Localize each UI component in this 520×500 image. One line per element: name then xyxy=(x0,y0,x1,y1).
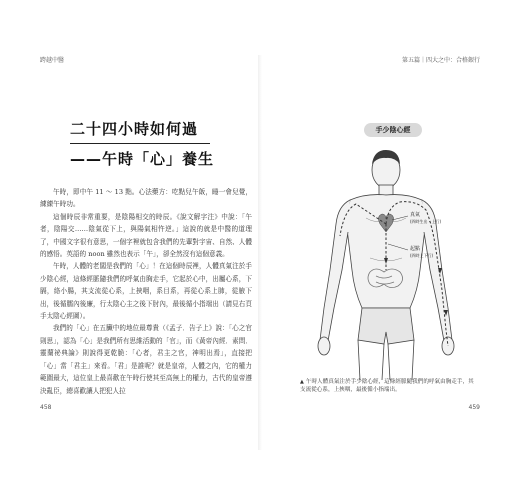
running-head-left: 跨越中醫 xyxy=(40,57,65,64)
annotation-top: 真氣 xyxy=(410,212,421,218)
meridian-figure xyxy=(296,140,476,380)
paragraph: 這個時辰非常重要，是陰陽相交的時辰。《說文解字注》中說：「午者，陰陽交……陰氣從下上，與陽氣相忤逆。」這說的就是中醫的道理了，中國文字很有意思，一個字裡就包含我們的先輩對宇宙、自然、人體的感悟。英語的 noon 雖然也表示「午」，卻全然沒有這個意義。 xyxy=(40,212,252,259)
title-line-1: 二十四小時如何過 xyxy=(70,120,199,138)
annotation-mid-sub: (四時上下行) xyxy=(410,253,434,258)
title-rule xyxy=(70,143,210,144)
caption-text: 午時人體真氣注於手少陰心經，這條經脈隨我們的呼氣由胸走手，其支流從心系，上挾咽，最後循小指端出。 xyxy=(300,379,474,393)
annotation-top-sub: (四時生出・上行) xyxy=(410,219,442,224)
paragraph: 我們的「心」在五臟中的地位最尊貴（《孟子．告子上》說：「心之官則思」，認為「心」是我們所有思維活動的「官」，而《黃帝內經．素問．靈蘭祕典論》則說得更乾脆：「心者，君主之官，神明出焉」，直接把「心」當「君主」來看。「君」是誰呢？就是皇帝，人體之內，它的權力範圍最大，這位皇上最喜歡在午時行使其至高無上的權力，古代的皇帝遵決亂臣，總喜歡讓人把犯人拉 xyxy=(40,324,252,395)
section-title xyxy=(70,118,215,169)
figure-caption xyxy=(300,378,475,394)
running-head-right: 第五篇｜四大之中：合格銀行 xyxy=(401,57,480,64)
page-gutter xyxy=(258,55,262,450)
body-text xyxy=(40,186,252,397)
page-number-left: 458 xyxy=(40,404,52,411)
title-line-2: ——午時「心」養生 xyxy=(70,150,215,168)
figure-label: 手少陰心經 xyxy=(364,123,422,137)
triangle-bullet-icon: ▲ xyxy=(300,379,304,385)
paragraph: 午時，即中午 11 ～ 13 點。心法藥方：吃點兒午飯，睡一會兒覺，練練午時功。 xyxy=(40,188,252,209)
paragraph: 午時，人體的老闆是我們的「心」！在這個時辰裡，人體真氣注於手少陰心經，這條經脈隨我們的呼氣由胸走手，它起於心中，出屬心系，下膈，絡小腸，其支流從心系，上挾咽，系目系，再從心系上肺，從腋下出，後循臑內後廉，行太陰心主之後下肘內，最後循小指端出（請見右頁手太陰心經圖）。 xyxy=(40,262,252,321)
page-number-right: 459 xyxy=(468,404,480,411)
annotation-mid: 起點 xyxy=(410,246,421,252)
